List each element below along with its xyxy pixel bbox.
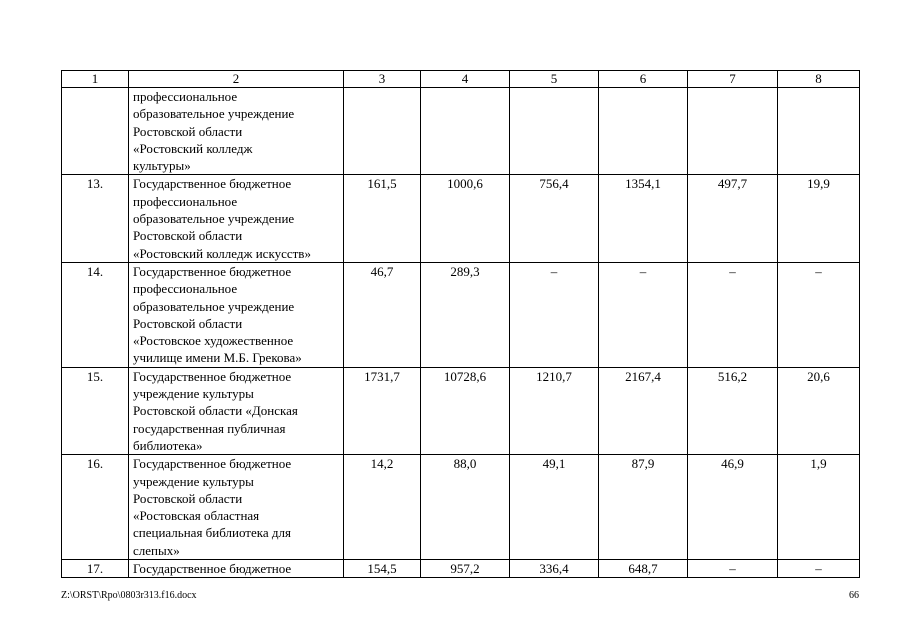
value-cell: 1354,1 bbox=[599, 175, 688, 262]
table-row bbox=[62, 367, 860, 454]
value-cell: 1210,7 bbox=[510, 367, 599, 454]
institution-name-line: Государственное бюджетное bbox=[133, 561, 292, 577]
value-cell bbox=[510, 88, 599, 175]
institution-name-line: «Ростовский колледж bbox=[133, 140, 253, 156]
column-header: 3 bbox=[344, 71, 421, 88]
institution-name-cell bbox=[129, 262, 344, 367]
row-number-cell: 15. bbox=[62, 367, 129, 454]
value-cell: 336,4 bbox=[510, 560, 599, 578]
row-number-cell bbox=[62, 88, 129, 175]
value-cell bbox=[688, 88, 778, 175]
institution-name-line: учреждение культуры bbox=[133, 473, 254, 489]
value-cell: 756,4 bbox=[510, 175, 599, 262]
institution-name-line: слепых» bbox=[133, 542, 180, 558]
table-row bbox=[62, 88, 860, 175]
value-cell: 154,5 bbox=[344, 560, 421, 578]
row-number-cell: 14. bbox=[62, 262, 129, 367]
data-table bbox=[61, 70, 860, 578]
value-cell bbox=[344, 88, 421, 175]
table-row bbox=[62, 455, 860, 560]
value-cell: 161,5 bbox=[344, 175, 421, 262]
footer-file-path: Z:\ORST\Rpo\0803r313.f16.docx bbox=[61, 590, 197, 601]
institution-name-line: Ростовской области bbox=[133, 123, 243, 139]
table-row bbox=[62, 262, 860, 367]
value-cell bbox=[778, 88, 860, 175]
institution-name-line: Ростовской области bbox=[133, 490, 243, 506]
page-number: 66 bbox=[849, 590, 859, 601]
column-header: 8 bbox=[778, 71, 860, 88]
value-cell: 20,6 bbox=[778, 367, 860, 454]
value-cell: – bbox=[688, 560, 778, 578]
institution-name-line: Государственное бюджетное bbox=[133, 368, 292, 384]
table-row bbox=[62, 175, 860, 262]
value-cell: – bbox=[778, 262, 860, 367]
institution-name-line: Ростовской области «Донская bbox=[133, 403, 298, 419]
institution-name-cell bbox=[129, 88, 344, 175]
value-cell: 87,9 bbox=[599, 455, 688, 560]
institution-name-line: профессиональное bbox=[133, 89, 238, 104]
institution-name-line: «Ростовский колледж искусств» bbox=[133, 245, 311, 261]
institution-name-cell bbox=[129, 455, 344, 560]
institution-name-line: профессиональное bbox=[133, 193, 238, 209]
header-row bbox=[62, 71, 860, 88]
institution-name-line: государственная публичная bbox=[133, 420, 286, 436]
value-cell: 46,7 bbox=[344, 262, 421, 367]
value-cell: 46,9 bbox=[688, 455, 778, 560]
column-header: 1 bbox=[62, 71, 129, 88]
value-cell: 88,0 bbox=[421, 455, 510, 560]
institution-name-cell bbox=[129, 175, 344, 262]
row-number-cell: 17. bbox=[62, 560, 129, 578]
table-row bbox=[62, 560, 860, 578]
value-cell: 14,2 bbox=[344, 455, 421, 560]
institution-name-line: «Ростовская областная bbox=[133, 508, 260, 524]
institution-name-line: образовательное учреждение bbox=[133, 298, 295, 314]
value-cell: 2167,4 bbox=[599, 367, 688, 454]
institution-name-cell bbox=[129, 367, 344, 454]
row-number-cell: 13. bbox=[62, 175, 129, 262]
institution-name-line: культуры» bbox=[133, 158, 191, 174]
value-cell: 10728,6 bbox=[421, 367, 510, 454]
row-number-cell: 16. bbox=[62, 455, 129, 560]
value-cell: 497,7 bbox=[688, 175, 778, 262]
value-cell: 1,9 bbox=[778, 455, 860, 560]
value-cell bbox=[599, 88, 688, 175]
value-cell: 648,7 bbox=[599, 560, 688, 578]
column-header: 4 bbox=[421, 71, 510, 88]
value-cell: 49,1 bbox=[510, 455, 599, 560]
institution-name-line: учреждение культуры bbox=[133, 386, 254, 402]
institution-name-line: Государственное бюджетное bbox=[133, 456, 292, 472]
value-cell bbox=[421, 88, 510, 175]
institution-name-line: Ростовской области bbox=[133, 228, 243, 244]
institution-name-line: училище имени М.Б. Грекова» bbox=[133, 350, 302, 366]
column-header: 7 bbox=[688, 71, 778, 88]
institution-name-line: образовательное учреждение bbox=[133, 211, 295, 227]
institution-name-line: специальная библиотека для bbox=[133, 525, 291, 541]
column-header: 6 bbox=[599, 71, 688, 88]
value-cell: – bbox=[688, 262, 778, 367]
value-cell: 19,9 bbox=[778, 175, 860, 262]
value-cell: 289,3 bbox=[421, 262, 510, 367]
institution-name-line: библиотека» bbox=[133, 437, 203, 453]
value-cell: 957,2 bbox=[421, 560, 510, 578]
institution-name-line: Ростовской области bbox=[133, 315, 243, 331]
institution-name-line: образовательное учреждение bbox=[133, 106, 295, 122]
value-cell: 516,2 bbox=[688, 367, 778, 454]
institution-name-line: Государственное бюджетное bbox=[133, 176, 292, 192]
institution-name-line: профессиональное bbox=[133, 281, 238, 297]
value-cell: 1731,7 bbox=[344, 367, 421, 454]
value-cell: – bbox=[778, 560, 860, 578]
column-header: 5 bbox=[510, 71, 599, 88]
institution-name-cell bbox=[129, 560, 344, 578]
value-cell: – bbox=[599, 262, 688, 367]
value-cell: – bbox=[510, 262, 599, 367]
value-cell: 1000,6 bbox=[421, 175, 510, 262]
column-header: 2 bbox=[129, 71, 344, 88]
institution-name-line: Государственное бюджетное bbox=[133, 263, 292, 279]
institution-name-line: «Ростовское художественное bbox=[133, 333, 294, 349]
